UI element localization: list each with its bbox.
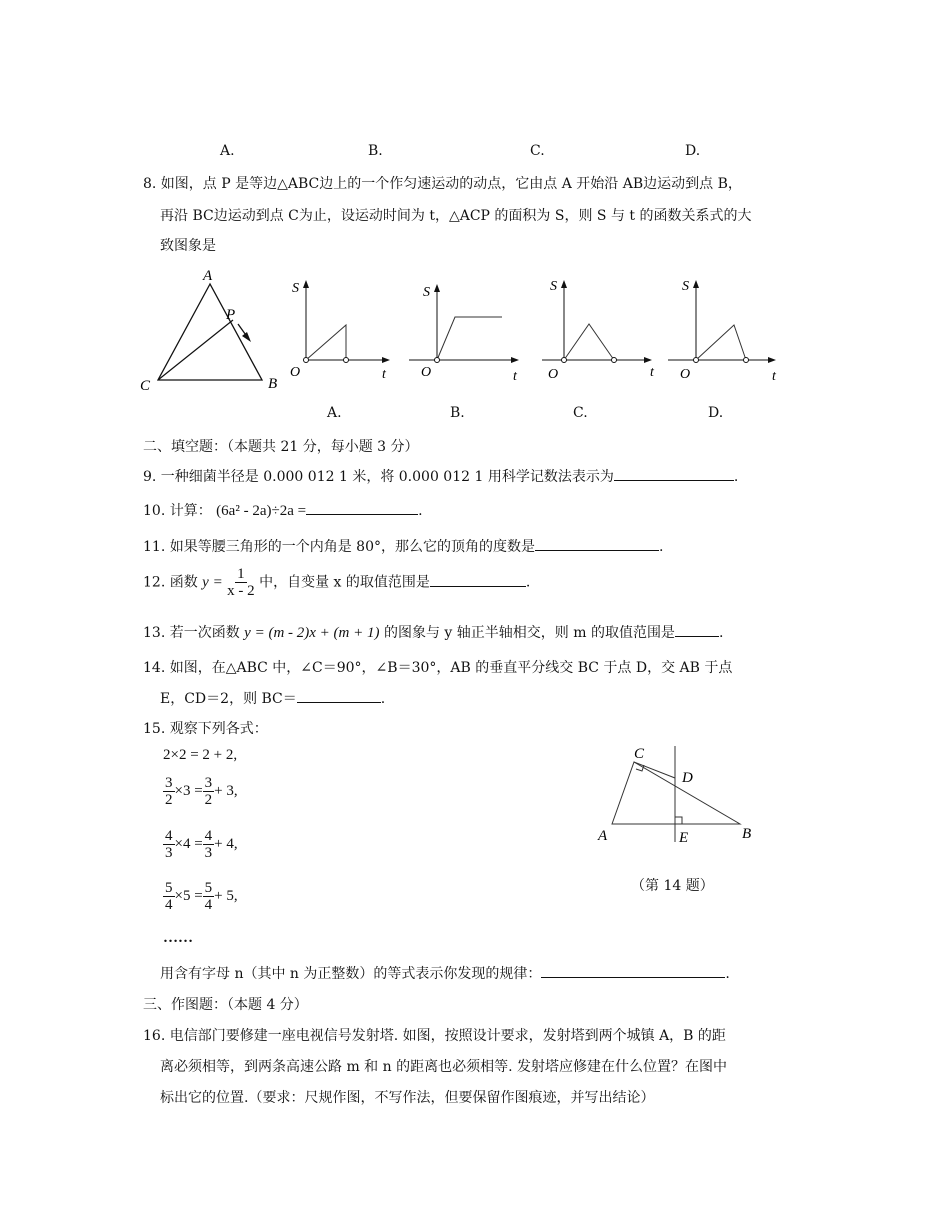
q12: 12. 函数 y = $\frac{1}{x - 2}$ 中，自变量 x 的取值范围是 .	[143, 566, 531, 599]
q8-line3: 致图象是	[160, 238, 216, 254]
label-d: D	[682, 770, 693, 786]
q8-graph-d	[668, 279, 777, 384]
q8-line1: 8. 如图，点 P 是等边△ABC边上的一个作匀速运动的动点，它由点 A 开始沿 AB边运动到点 B，	[143, 176, 742, 192]
svg-text:t: t	[382, 367, 386, 382]
q8-option-c: C.	[573, 405, 588, 421]
arrow-icon	[242, 332, 251, 342]
q14-line2: E，CD＝2，则 BC＝ .	[160, 691, 386, 707]
svg-text:O: O	[290, 365, 301, 380]
q15-ellipsis: ……	[163, 930, 193, 946]
svg-text:t: t	[513, 369, 517, 384]
label-p: P	[226, 307, 236, 323]
svg-text:S: S	[682, 279, 689, 294]
label-e: E	[679, 830, 689, 846]
q15-eq2: $\frac{3}{2}$ ×3 = $\frac{3}{2}$ + 3,	[165, 775, 238, 808]
q13-expression: y = (m - 2)x + (m + 1)	[244, 625, 380, 641]
label-c: C	[140, 378, 151, 394]
q10-expression: (6a² - 2a)÷2a =	[216, 503, 307, 519]
q7-option-d: D.	[685, 143, 701, 159]
q14-line1: 14. 如图，在△ABC 中，∠C＝90°，∠B＝30°，AB 的垂直平分线交 BC 于点 D，交 AB 于点	[143, 660, 733, 676]
q11-answer-blank	[535, 538, 659, 551]
svg-text:t: t	[772, 369, 776, 384]
q10: 10. 计算： (6a² - 2a)÷2a = .	[143, 503, 423, 519]
svg-text:S: S	[423, 285, 430, 300]
svg-text:S: S	[292, 281, 299, 296]
svg-text:S: S	[550, 279, 557, 294]
section-3-title: 三、作图题：（本题 4 分）	[143, 997, 308, 1013]
svg-text:t: t	[650, 365, 654, 380]
q7-option-c: C.	[530, 143, 545, 159]
q9: 9. 一种细菌半径是 0.000 012 1 米，将 0.000 012 1 用科学记数法表示为 .	[143, 469, 739, 485]
q15-answer-blank	[541, 965, 725, 978]
q7-option-a: A.	[220, 143, 235, 159]
q15-eq4: $\frac{5}{4}$ ×5 = $\frac{5}{4}$ + 5,	[165, 880, 238, 913]
label-c: C	[634, 746, 645, 762]
q13: 13. 若一次函数 y = (m - 2)x + (m + 1) 的图象与 y 轴正半轴相交，则 m 的取值范围是 .	[143, 625, 724, 641]
section-2-title: 二、填空题：（本题共 21 分，每小题 3 分）	[143, 439, 419, 455]
q10-answer-blank	[306, 502, 418, 515]
q14-figure	[590, 742, 770, 850]
q16-line3: 标出它的位置.（要求：尺规作图，不写作法，但要保留作图痕迹，并写出结论）	[160, 1090, 655, 1106]
q14-caption: （第 14 题）	[631, 878, 714, 894]
q9-answer-blank	[614, 468, 734, 481]
q8-line2: 再沿 BC边运动到点 C为止，设运动时间为 t，△ACP 的面积为 S，则 S 与 t 的函数关系式的大	[160, 208, 752, 224]
q8-graph-b	[409, 284, 519, 384]
label-a: A	[598, 828, 608, 844]
q16-line1: 16. 电信部门要修建一座电视信号发射塔. 如图，按照设计要求，发射塔到两个城镇 A，B 的距	[143, 1028, 726, 1044]
q15-title: 15. 观察下列各式：	[143, 721, 268, 737]
q12-answer-blank	[430, 574, 526, 587]
svg-text:O: O	[421, 365, 432, 380]
q8-option-a: A.	[327, 405, 342, 421]
q15-ask: 用含有字母 n（其中 n 为正整数）的等式表示你发现的规律： .	[160, 966, 730, 982]
label-a: A	[203, 268, 213, 284]
q8-figures	[130, 262, 790, 402]
q8-graph-a	[290, 280, 390, 382]
q8-graph-c	[542, 279, 655, 382]
q16-line2: 离必须相等，到两条高速公路 m 和 n 的距离也必须相等. 发射塔应修建在什么位置？在图中	[160, 1059, 727, 1075]
svg-text:O: O	[548, 367, 559, 382]
q15-eq1: 2×2 = 2 + 2,	[163, 747, 238, 763]
q8-option-b: B.	[450, 405, 465, 421]
q8-option-d: D.	[708, 405, 724, 421]
q14-answer-blank	[297, 690, 381, 703]
label-b: B	[742, 826, 752, 842]
q8-triangle-figure	[140, 268, 277, 394]
svg-text:O: O	[680, 367, 691, 382]
q15-eq3: $\frac{4}{3}$ ×4 = $\frac{4}{3}$ + 4,	[165, 828, 238, 861]
q7-option-b: B.	[368, 143, 383, 159]
q11: 11. 如果等腰三角形的一个内角是 80°，那么它的顶角的度数是 .	[143, 539, 664, 555]
q12-fraction: $\frac{1}{x - 2}$	[227, 566, 255, 599]
label-b: B	[268, 376, 278, 392]
q13-answer-blank	[675, 624, 719, 637]
